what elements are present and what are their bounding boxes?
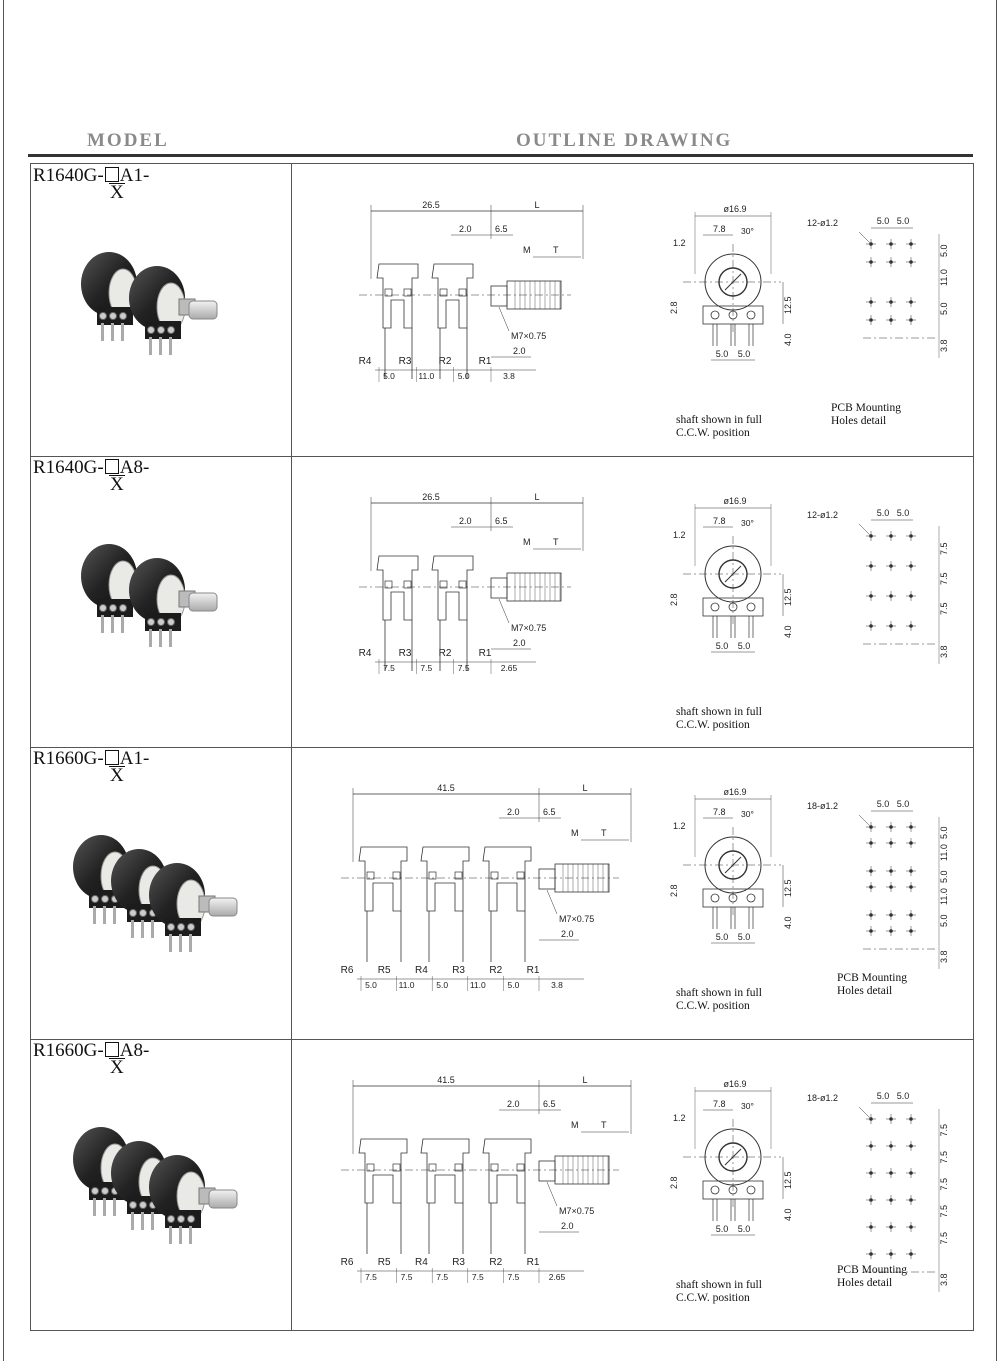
pin-label: R2 (438, 356, 452, 367)
header-rule (28, 154, 973, 157)
dim-7-8: 7.8 (713, 516, 726, 526)
shaft-position-note (676, 987, 762, 1013)
hole-pitch-b: 5.0 (896, 799, 910, 809)
dim-7-8: 7.8 (713, 1099, 726, 1109)
model-prefix: R1660G- (33, 1040, 104, 1061)
spec-table (30, 163, 974, 1331)
dim-pin-pitch-b: 5.0 (737, 932, 751, 942)
pin-spacing: 3.8 (551, 980, 563, 990)
model-name (33, 1041, 149, 1061)
pin-label: R4 (415, 965, 428, 976)
pin-spacing: 3.8 (503, 371, 515, 381)
option-box (105, 459, 119, 474)
dim-2-0-top: 2.0 (507, 807, 520, 817)
hole-row-spacing: 7.5 (939, 1204, 949, 1218)
hole-edge-spacing: 3.8 (939, 1273, 949, 1286)
note-line-2: Holes detail (837, 1277, 893, 1289)
pin-label: R3 (398, 648, 412, 659)
pcb-mounting-note (837, 972, 907, 998)
note-line-1: shaft shown in full (676, 706, 762, 718)
dim-t: T (601, 1120, 607, 1130)
model-name (33, 166, 149, 186)
dim-thread: M7×0.75 (511, 331, 547, 341)
pin-spacing: 7.5 (383, 663, 395, 673)
dim-12-5: 12.5 (783, 296, 793, 314)
pin-label: R5 (377, 1257, 391, 1268)
dim-2-0-bottom: 2.0 (513, 638, 526, 648)
pin-spacing: 7.5 (365, 1272, 377, 1282)
dim-m: M (571, 828, 579, 838)
dim-6-5: 6.5 (495, 224, 508, 234)
pin-spacing: 5.0 (383, 371, 395, 381)
model-variable-x: X (110, 1057, 124, 1078)
pcb-mounting-note (837, 1264, 907, 1290)
hole-row-spacing: 5.0 (939, 244, 949, 257)
dim-2-0-top: 2.0 (507, 1099, 520, 1109)
pin-spacing: 5.0 (436, 980, 449, 990)
dim-m: M (571, 1120, 579, 1130)
dim-width: 41.5 (437, 783, 455, 793)
dim-pin-pitch-a: 5.0 (715, 641, 729, 651)
pin-spacing: 7.5 (471, 1272, 484, 1282)
pin-label: R1 (526, 1257, 540, 1268)
dim-2-8: 2.8 (669, 884, 679, 897)
pin-spacing: 7.5 (400, 1272, 413, 1282)
note-line-1: PCB Mounting (837, 1264, 907, 1276)
hole-pitch-a: 5.0 (876, 1091, 890, 1101)
hole-row-spacing: 5.0 (939, 914, 949, 927)
dim-2-8: 2.8 (669, 301, 679, 314)
model-suffix: A8- (119, 457, 150, 478)
hole-pitch-a: 5.0 (876, 508, 890, 518)
potentiometer-photo (71, 239, 271, 379)
pin-label: R5 (377, 965, 391, 976)
option-box (105, 1042, 119, 1057)
dim-angle: 30° (741, 809, 754, 819)
model-name (33, 458, 149, 478)
hole-row-spacing: 7.5 (939, 1123, 949, 1137)
hole-row-spacing: 11.0 (939, 888, 949, 905)
dim-shaft-length: L (582, 783, 588, 793)
dim-shaft-length: L (534, 492, 540, 502)
pin-label: R1 (526, 965, 540, 976)
dim-12-5: 12.5 (783, 1171, 793, 1189)
pin-spacing: 7.5 (420, 663, 433, 673)
dim-thread: M7×0.75 (511, 623, 547, 633)
note-line-2: Holes detail (831, 415, 887, 427)
hole-pitch-b: 5.0 (896, 508, 910, 518)
dim-7-8: 7.8 (713, 807, 726, 817)
model-row (31, 747, 973, 1039)
dim-1-2: 1.2 (673, 1113, 686, 1123)
pin-label: R4 (358, 356, 372, 367)
dim-6-5: 6.5 (543, 1099, 556, 1109)
column-header-outline: OUTLINE DRAWING (516, 130, 733, 151)
model-row (31, 164, 973, 456)
note-line-2: C.C.W. position (676, 1000, 750, 1012)
pin-label: R1 (478, 648, 492, 659)
note-line-1: PCB Mounting (837, 972, 907, 984)
dim-12-5: 12.5 (783, 879, 793, 897)
hole-row-spacing: 5.0 (939, 870, 949, 883)
holes-count-label: 12-ø1.2 (807, 510, 839, 520)
hole-row-spacing: 7.5 (939, 1231, 949, 1245)
dim-4-0: 4.0 (783, 625, 793, 638)
dim-angle: 30° (741, 1101, 754, 1111)
hole-edge-spacing: 3.8 (939, 339, 949, 352)
pin-spacing: 11.0 (398, 980, 415, 990)
note-line-1: shaft shown in full (676, 414, 762, 426)
pin-spacing: 5.0 (457, 371, 470, 381)
pin-label: R3 (452, 965, 465, 976)
column-header-model: MODEL (87, 130, 169, 151)
pin-label: R2 (489, 1257, 503, 1268)
note-line-1: PCB Mounting (831, 402, 901, 414)
pin-label: R4 (415, 1257, 428, 1268)
dim-shaft-length: L (582, 1075, 588, 1085)
dim-4-0: 4.0 (783, 333, 793, 346)
option-box (105, 167, 119, 182)
hole-edge-spacing: 3.8 (939, 950, 949, 963)
note-line-2: C.C.W. position (676, 427, 750, 439)
side-module (421, 1139, 469, 1254)
pin-label: R6 (340, 1257, 354, 1268)
model-suffix: A1- (119, 748, 150, 769)
note-line-1: shaft shown in full (676, 987, 762, 999)
pin-spacing: 7.5 (457, 663, 470, 673)
hole-row-spacing: 7.5 (939, 602, 949, 615)
dim-thread: M7×0.75 (559, 914, 595, 924)
shaft-position-note (676, 1279, 762, 1305)
dim-diameter: ø16.9 (723, 787, 747, 797)
model-name (33, 749, 149, 769)
dim-4-0: 4.0 (783, 916, 793, 929)
pcb-mounting-note (831, 402, 901, 428)
dim-2-0-bottom: 2.0 (561, 1221, 574, 1231)
hole-pitch-a: 5.0 (876, 799, 890, 809)
hole-row-spacing: 7.5 (939, 542, 949, 555)
side-module (377, 556, 418, 671)
dim-1-2: 1.2 (673, 530, 686, 540)
hole-row-spacing: 7.5 (939, 572, 949, 585)
model-prefix: R1660G- (33, 748, 104, 769)
outline-drawing (293, 456, 973, 747)
side-module (377, 264, 418, 379)
dim-1-2: 1.2 (673, 821, 686, 831)
model-variable-x: X (110, 765, 124, 786)
note-line-2: C.C.W. position (676, 1292, 750, 1304)
holes-count-label: 12-ø1.2 (807, 218, 839, 228)
model-variable-x: X (110, 182, 124, 203)
dim-6-5: 6.5 (495, 516, 508, 526)
shaft-position-note (676, 414, 762, 440)
potentiometer-photo (71, 822, 271, 962)
hole-row-spacing: 11.0 (939, 269, 949, 286)
dim-6-5: 6.5 (543, 807, 556, 817)
dim-t: T (601, 828, 607, 838)
pin-label: R6 (340, 965, 354, 976)
hole-row-spacing: 7.5 (939, 1177, 949, 1191)
hole-row-spacing: 7.5 (939, 1150, 949, 1164)
pin-spacing: 5.0 (507, 980, 520, 990)
model-prefix: R1640G- (33, 457, 104, 478)
pin-spacing: 11.0 (469, 980, 486, 990)
dim-angle: 30° (741, 226, 754, 236)
dim-4-0: 4.0 (783, 1208, 793, 1221)
dim-pin-pitch-a: 5.0 (715, 932, 729, 942)
holes-count-label: 18-ø1.2 (807, 1093, 839, 1103)
dim-angle: 30° (741, 518, 754, 528)
dim-2-8: 2.8 (669, 593, 679, 606)
pin-label: R3 (398, 356, 412, 367)
dim-2-8: 2.8 (669, 1176, 679, 1189)
model-suffix: A8- (119, 1040, 150, 1061)
side-module (483, 847, 531, 962)
pin-spacing: 7.5 (436, 1272, 449, 1282)
model-prefix: R1640G- (33, 165, 104, 186)
pin-label: R4 (358, 648, 372, 659)
hole-pitch-b: 5.0 (896, 216, 910, 226)
hole-pitch-a: 5.0 (876, 216, 890, 226)
model-row (31, 1039, 973, 1330)
pin-spacing: 7.5 (507, 1272, 520, 1282)
side-module (359, 1139, 407, 1254)
potentiometer-photo (71, 531, 271, 671)
dim-diameter: ø16.9 (723, 204, 747, 214)
pin-label: R2 (489, 965, 503, 976)
dim-shaft-length: L (534, 200, 540, 210)
hole-row-spacing: 5.0 (939, 826, 949, 839)
model-row (31, 456, 973, 747)
dim-2-0-bottom: 2.0 (513, 346, 526, 356)
potentiometer-photo (71, 1114, 271, 1254)
dim-m: M (523, 537, 531, 547)
holes-count-label: 18-ø1.2 (807, 801, 839, 811)
pin-label: R1 (478, 356, 492, 367)
model-variable-x: X (110, 474, 124, 495)
dim-2-0-top: 2.0 (459, 516, 472, 526)
pin-label: R3 (452, 1257, 465, 1268)
dim-pin-pitch-b: 5.0 (737, 641, 751, 651)
dim-diameter: ø16.9 (723, 1079, 747, 1089)
dim-pin-pitch-b: 5.0 (737, 1224, 751, 1234)
option-box (105, 750, 119, 765)
dim-width: 26.5 (422, 200, 440, 210)
note-line-1: shaft shown in full (676, 1279, 762, 1291)
pin-spacing: 5.0 (365, 980, 377, 990)
hole-edge-spacing: 3.8 (939, 645, 949, 658)
shaft-position-note (676, 706, 762, 732)
dim-pin-pitch-a: 5.0 (715, 1224, 729, 1234)
pin-spacing: 11.0 (418, 371, 435, 381)
dim-2-0-bottom: 2.0 (561, 929, 574, 939)
page-frame-left (3, 0, 4, 1361)
side-module (483, 1139, 531, 1254)
pin-spacing: 2.65 (500, 663, 518, 673)
note-line-2: Holes detail (837, 985, 893, 997)
dim-12-5: 12.5 (783, 588, 793, 606)
pin-spacing: 2.65 (548, 1272, 566, 1282)
dim-pin-pitch-b: 5.0 (737, 349, 751, 359)
note-line-2: C.C.W. position (676, 719, 750, 731)
pin-label: R2 (438, 648, 452, 659)
dim-pin-pitch-a: 5.0 (715, 349, 729, 359)
page-frame-right (996, 0, 997, 1361)
dim-t: T (553, 537, 559, 547)
side-module (359, 847, 407, 962)
dim-width: 26.5 (422, 492, 440, 502)
dim-1-2: 1.2 (673, 238, 686, 248)
dim-2-0-top: 2.0 (459, 224, 472, 234)
side-module (421, 847, 469, 962)
dim-7-8: 7.8 (713, 224, 726, 234)
hole-row-spacing: 11.0 (939, 844, 949, 861)
dim-t: T (553, 245, 559, 255)
dim-width: 41.5 (437, 1075, 455, 1085)
hole-pitch-b: 5.0 (896, 1091, 910, 1101)
dim-m: M (523, 245, 531, 255)
dim-thread: M7×0.75 (559, 1206, 595, 1216)
hole-row-spacing: 5.0 (939, 302, 949, 315)
dim-diameter: ø16.9 (723, 496, 747, 506)
model-suffix: A1- (119, 165, 150, 186)
